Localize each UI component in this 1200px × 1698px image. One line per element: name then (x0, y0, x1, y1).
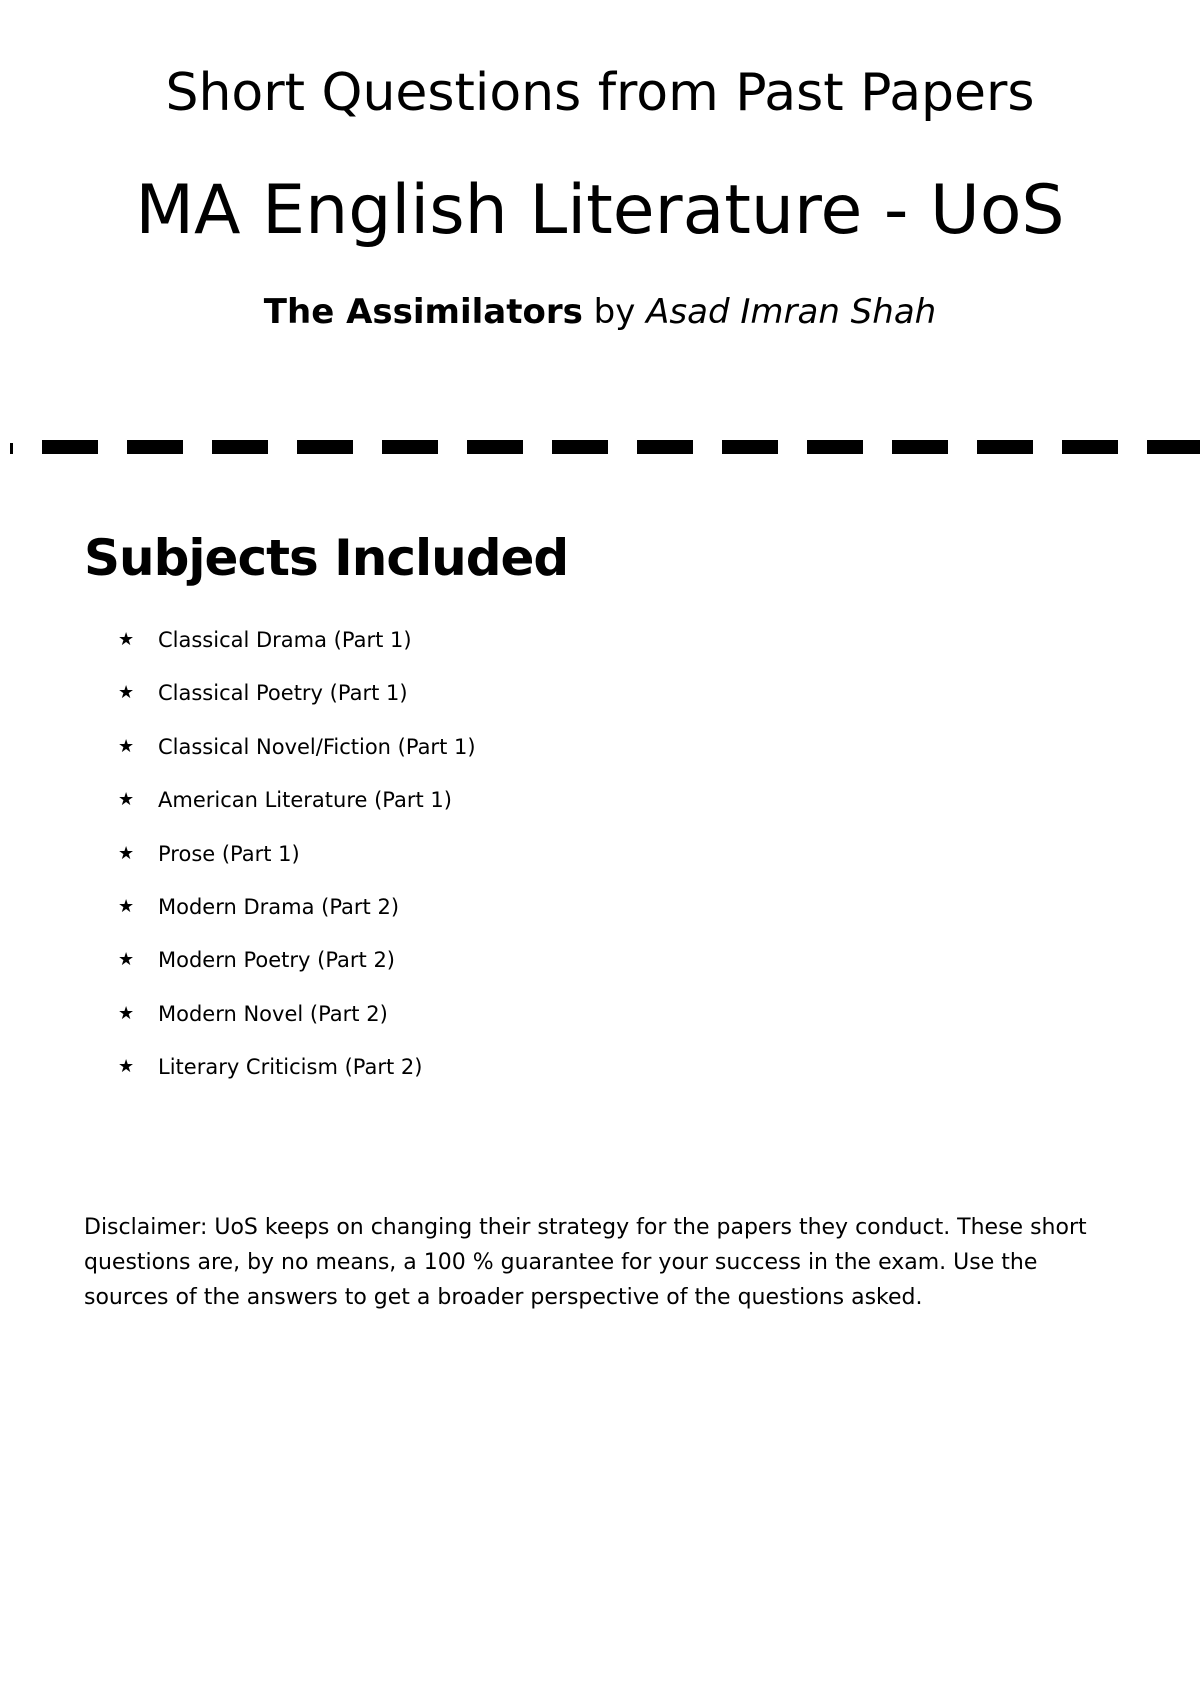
star-bullet-icon: ★ (118, 895, 135, 917)
star-bullet-icon: ★ (118, 735, 135, 757)
document-title: Short Questions from Past Papers (165, 63, 1035, 123)
subject-label: Modern Poetry (Part 2) (158, 948, 395, 973)
list-item (118, 891, 476, 944)
dashed-divider (0, 440, 1200, 454)
list-item (118, 677, 476, 730)
star-bullet-icon: ★ (118, 682, 135, 704)
byline-work: The Assimilators (263, 292, 583, 332)
disclaimer-text: Disclaimer: UoS keeps on changing their strategy for the papers they conduct. These short questions are, by no means, a 100 % guarantee for your success in the exam. Use the sources of the answers to get a broader perspective of the questions asked. (84, 1215, 1087, 1310)
list-item (118, 944, 476, 997)
list-item (118, 784, 476, 837)
star-bullet-icon: ★ (118, 842, 135, 864)
list-item (118, 624, 476, 677)
list-item (118, 838, 476, 891)
subjects-list (118, 624, 476, 1105)
divider-dashes (42, 440, 1200, 454)
star-bullet-icon: ★ (118, 629, 135, 650)
byline (0, 292, 1200, 333)
subject-label: Modern Novel (Part 2) (158, 1001, 388, 1026)
subject-label: Classical Drama (Part 1) (158, 628, 412, 652)
subject-label: Literary Criticism (Part 2) (158, 1055, 423, 1080)
byline-author: Asad Imran Shah (646, 292, 937, 332)
byline-connector: by (593, 292, 636, 332)
list-item (118, 998, 476, 1051)
star-bullet-icon: ★ (118, 1002, 135, 1024)
subject-label: Modern Drama (Part 2) (158, 894, 400, 919)
list-item (118, 1051, 476, 1104)
star-bullet-icon: ★ (118, 1056, 135, 1078)
subject-label: Classical Novel/Fiction (Part 1) (158, 734, 476, 759)
list-item (118, 731, 476, 784)
divider-tick (10, 443, 13, 454)
subject-label: Prose (Part 1) (158, 841, 300, 866)
subject-label: American Literature (Part 1) (158, 788, 452, 813)
star-bullet-icon: ★ (118, 949, 135, 971)
star-bullet-icon: ★ (118, 789, 135, 811)
subject-label: Classical Poetry (Part 1) (158, 681, 408, 706)
subjects-heading: Subjects Included (84, 529, 569, 587)
document-subtitle: MA English Literature - UoS (135, 171, 1065, 250)
